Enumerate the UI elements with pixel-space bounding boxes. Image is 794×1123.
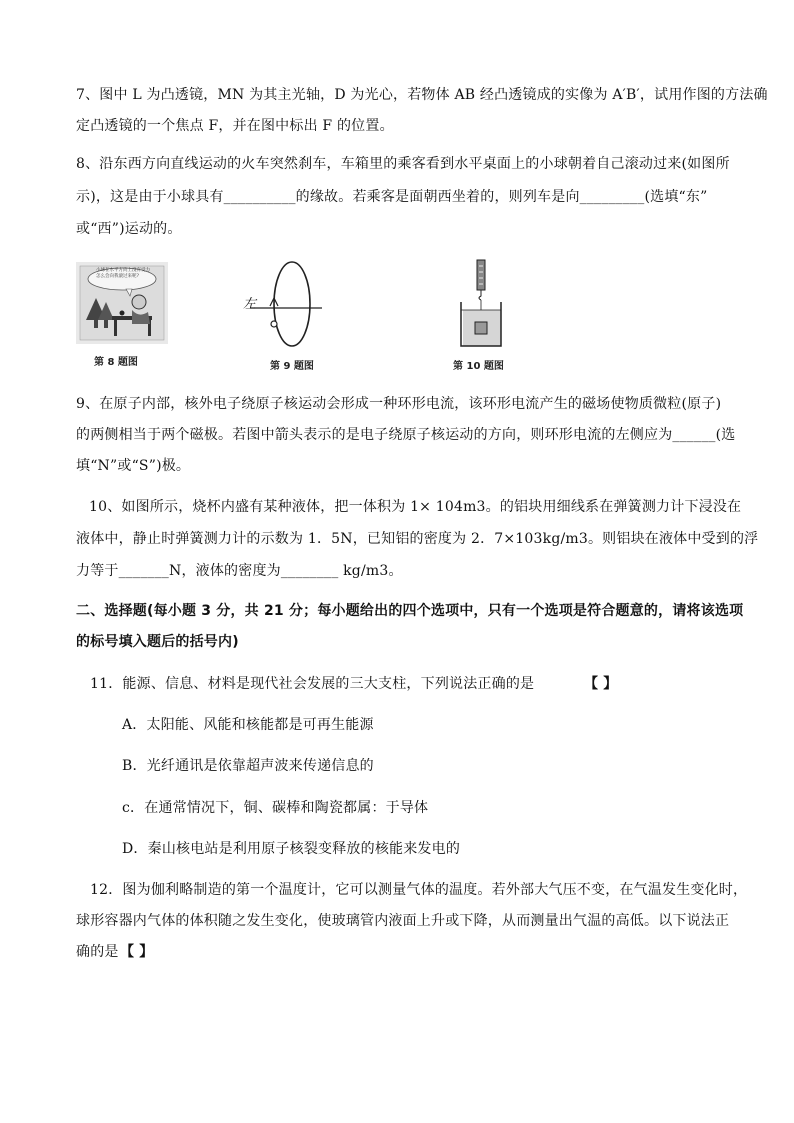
q12-line-2: 球形容器内气体的体积随之发生变化，使玻璃管内液面上升或下降，从而测量出气温的高低。以下说法正 [76,913,730,929]
q11-option-c: c．在通常情况下，铜、碳棒和陶瓷都属：于导体 [122,800,429,816]
figure-10-spring-scale-beaker [455,258,507,350]
figure-8-bubble-text: 小球在水平方向上没有受力怎么会向我滚过来呢? [96,268,150,279]
q11-stem: 11．能源、信息、材料是现代社会发展的三大支柱，下列说法正确的是 [90,676,535,692]
q11-answer-bracket: 【 】 [584,676,618,692]
q9-line-1: 9、在原子内部，核外电子绕原子核运动会形成一种环形电流，该环形电流产生的磁场使物质微粒(原子) [76,396,722,412]
q10-line-2: 液体中，静止时弹簧测力计的示数为 1．5N，已知铝的密度为 2．7×103kg/m3。则铝块在液体中受到的浮 [76,531,759,547]
q10-line-3: 力等于_______N，液体的密度为________ kg/m3。 [76,563,403,579]
figure-10-caption: 第 10 题图 [453,361,504,372]
q12-line-3: 确的是 [76,944,119,960]
q9-line-3: 填“N”或“S”)极。 [76,458,191,474]
figure-9-left-label: 左 [243,297,257,312]
figure-9-caption: 第 9 题图 [270,361,314,372]
q8-line-3: 或“西”)运动的。 [76,221,182,237]
q7-line-1: 7、图中 L 为凸透镜，MN 为其主光轴，D 为光心，若物体 AB 经凸透镜成的实像为 A′B′，试用作图的方法确 [76,87,768,103]
section-2-heading-line-2: 的标号填入题后的括号内) [76,634,239,650]
q12-answer-bracket: 【 】 [120,944,154,960]
q10-line-1: 10、如图所示，烧杯内盛有某种液体，把一体积为 1× 104m3。的铝块用细线系在弹簧测力计下浸没在 [89,499,742,515]
q11-option-d: D．秦山核电站是利用原子核裂变释放的核能来发电的 [122,841,461,857]
q11-option-a: A．太阳能、风能和核能都是可再生能源 [122,717,374,733]
figure-8-caption: 第 8 题图 [94,357,138,368]
q8-line-1: 8、沿东西方向直线运动的火车突然刹车，车箱里的乘客看到水平桌面上的小球朝着自己滚动过来(如图所 [76,156,730,172]
q11-option-b: B．光纤通讯是依靠超声波来传递信息的 [122,758,374,774]
q12-line-1: 12．图为伽利略制造的第一个温度计，它可以测量气体的温度。若外部大气压不变，在气温发生变化时， [90,882,748,898]
q8-line-2: 示)，这是由于小球具有__________的缘故。若乘客是面朝西坐着的，则列车是向_________(选填“东” [76,189,708,205]
q7-line-2: 定凸透镜的一个焦点 F，并在图中标出 F 的位置。 [76,118,394,134]
section-2-heading-line-1: 二、选择题(每小题 3 分，共 21 分；每小题给出的四个选项中，只有一个选项是符合题意的，请将该选项 [76,603,744,619]
q9-line-2: 的两侧相当于两个磁极。若图中箭头表示的是电子绕原子核运动的方向，则环形电流的左侧应为______(选 [76,427,736,443]
